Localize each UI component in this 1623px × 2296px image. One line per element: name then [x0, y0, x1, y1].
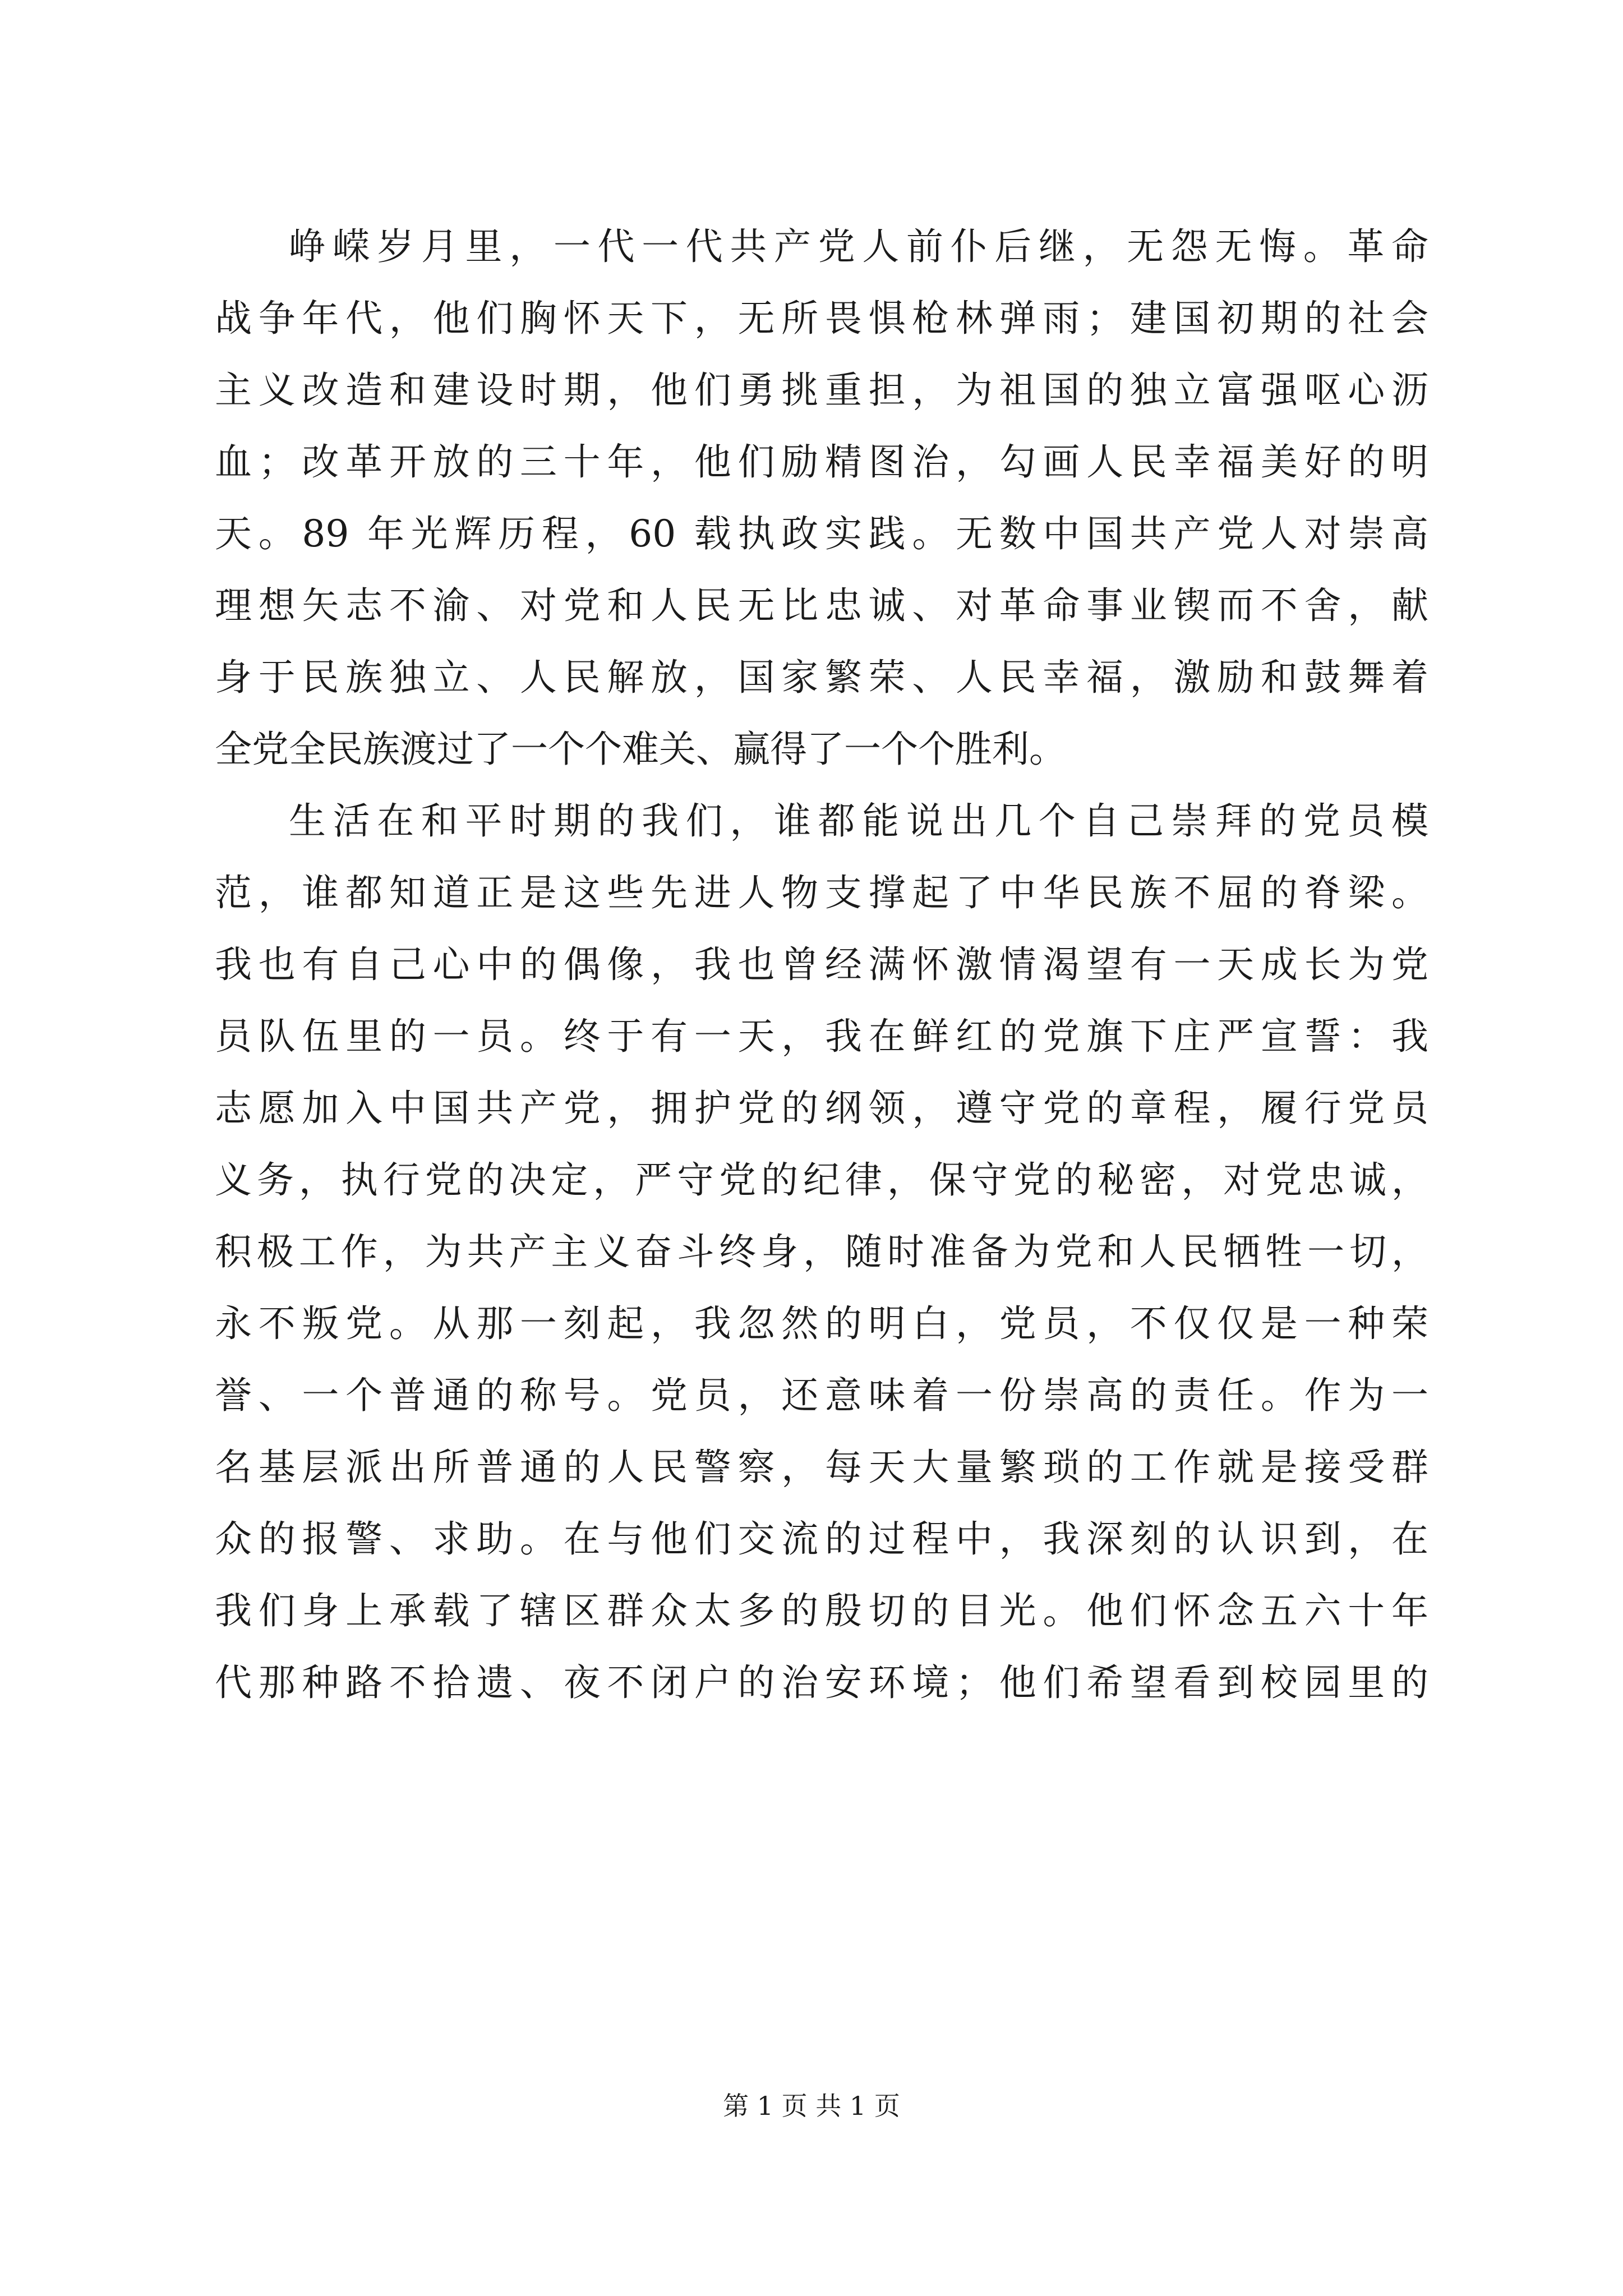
- paragraph-2-line: 范，谁都知道正是这些先进人物支撑起了中华民族不屈的脊梁。: [215, 871, 1428, 914]
- paragraph-2-line: 誉、一个普通的称号。党员，还意味着一份崇高的责任。作为一: [215, 1374, 1428, 1417]
- paragraph-2-line: 永不叛党。从那一刻起，我忽然的明白，党员，不仅仅是一种荣: [215, 1302, 1428, 1345]
- paragraph-1-line: 全党全民族渡过了一个个难关、赢得了一个个胜利。: [215, 728, 1066, 771]
- paragraph-1-line: 战争年代，他们胸怀天下，无所畏惧枪林弹雨；建国初期的社会: [215, 297, 1428, 340]
- paragraph-2-line: 代那种路不拾遗、夜不闭户的治安环境；他们希望看到校园里的: [215, 1661, 1428, 1704]
- paragraph-1-line: 理想矢志不渝、对党和人民无比忠诚、对革命事业锲而不舍，献: [215, 584, 1428, 627]
- paragraph-2-line: 我也有自己心中的偶像，我也曾经满怀激情渴望有一天成长为党: [215, 943, 1428, 986]
- paragraph-2-line: 生活在和平时期的我们，谁都能说出几个自己崇拜的党员模: [289, 799, 1428, 843]
- paragraph-2-line: 众的报警、求助。在与他们交流的过程中，我深刻的认识到，在: [215, 1517, 1428, 1561]
- paragraph-2-line: 积极工作，为共产主义奋斗终身，随时准备为党和人民牺牲一切，: [215, 1230, 1428, 1273]
- paragraph-1-line: 天。89 年光辉历程，60 载执政实践。无数中国共产党人对崇高: [215, 512, 1428, 555]
- paragraph-2-line: 我们身上承载了辖区群众太多的殷切的目光。他们怀念五六十年: [215, 1589, 1428, 1632]
- page-number-label: 第 1 页 共 1 页: [723, 2091, 900, 2121]
- paragraph-2-line: 员队伍里的一员。终于有一天，我在鲜红的党旗下庄严宣誓：我: [215, 1015, 1428, 1058]
- page-footer: [0, 2086, 1623, 2123]
- paragraph-1-line: 主义改造和建设时期，他们勇挑重担，为祖国的独立富强呕心沥: [215, 369, 1428, 412]
- paragraph-2-line: 志愿加入中国共产党，拥护党的纲领，遵守党的章程，履行党员: [215, 1087, 1428, 1130]
- paragraph-2-line: 义务，执行党的决定，严守党的纪律，保守党的秘密，对党忠诚，: [215, 1158, 1428, 1202]
- paragraph-1-line: 身于民族独立、人民解放，国家繁荣、人民幸福，激励和鼓舞着: [215, 656, 1428, 699]
- paragraph-1-line: 峥嵘岁月里，一代一代共产党人前仆后继，无怨无悔。革命: [289, 225, 1428, 268]
- document-body: [215, 211, 1428, 1719]
- paragraph-1-line: 血；改革开放的三十年，他们励精图治，勾画人民幸福美好的明: [215, 440, 1428, 484]
- paragraph-2-line: 名基层派出所普通的人民警察，每天大量繁琐的工作就是接受群: [215, 1446, 1428, 1489]
